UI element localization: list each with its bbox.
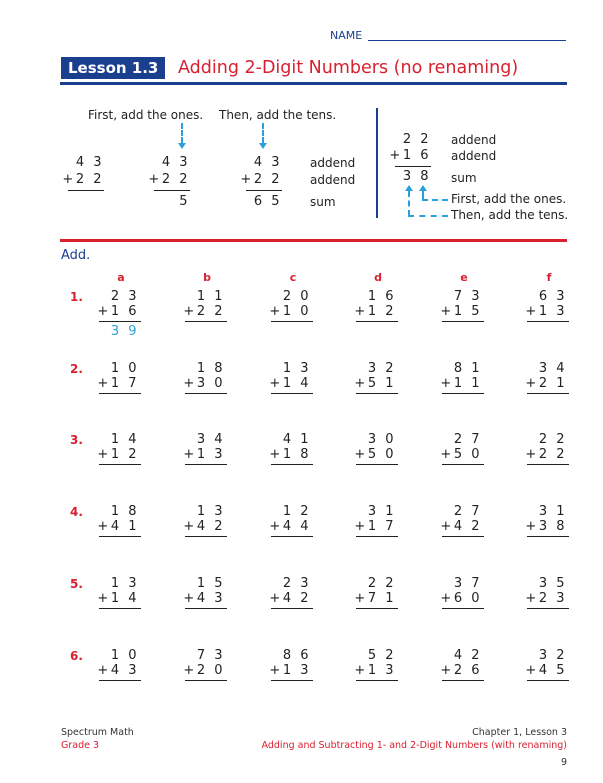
row-number: 5. bbox=[70, 577, 83, 591]
row-number: 6. bbox=[70, 649, 83, 663]
row-number: 1. bbox=[70, 290, 83, 304]
step1-top: 4 3 bbox=[75, 155, 104, 170]
problem-sum-line bbox=[442, 321, 484, 322]
problem bbox=[265, 432, 313, 465]
step2-bottom: +2 2 bbox=[148, 172, 190, 187]
problem-bottom-addend: +1 6 bbox=[97, 304, 139, 319]
problem-top-addend: 4 1 bbox=[282, 432, 311, 447]
arrow-right-ones-leg bbox=[422, 199, 448, 201]
problem-bottom-addend: +4 4 bbox=[269, 519, 311, 534]
problem bbox=[436, 576, 484, 609]
problem bbox=[93, 361, 141, 394]
problem-top-addend: 1 6 bbox=[367, 289, 396, 304]
example-divider bbox=[376, 108, 378, 218]
problem-bottom-addend: +1 4 bbox=[269, 376, 311, 391]
problem bbox=[179, 576, 227, 609]
step1-line bbox=[68, 190, 104, 191]
problem-sum-line bbox=[271, 608, 313, 609]
problem-sum-line bbox=[527, 536, 569, 537]
problem-sum-line bbox=[527, 680, 569, 681]
instruction-ones: First, add the ones. bbox=[88, 108, 204, 122]
problem-bottom-addend: +1 8 bbox=[269, 447, 311, 462]
problem bbox=[179, 432, 227, 465]
step3-line bbox=[246, 190, 282, 191]
problem-top-addend: 8 1 bbox=[453, 361, 482, 376]
problem-top-addend: 2 2 bbox=[367, 576, 396, 591]
add-instruction: Add. bbox=[61, 248, 91, 263]
problem-bottom-addend: +1 2 bbox=[97, 447, 139, 462]
problem-top-addend: 3 1 bbox=[538, 504, 567, 519]
problem-sum-line bbox=[356, 680, 398, 681]
column-letter-d: d bbox=[374, 271, 382, 284]
problem-top-addend: 1 3 bbox=[196, 504, 225, 519]
step2-result: 5 bbox=[179, 194, 190, 209]
footer-topic: Adding and Subtracting 1- and 2-Digit Numbers (with renaming) bbox=[261, 740, 567, 751]
step3-result: 6 5 bbox=[253, 194, 282, 209]
problem-bottom-addend: +2 0 bbox=[183, 663, 225, 678]
problem-top-addend: 3 0 bbox=[367, 432, 396, 447]
problem-bottom-addend: +4 3 bbox=[97, 663, 139, 678]
problem bbox=[93, 432, 141, 465]
problem bbox=[350, 289, 398, 322]
problem-bottom-addend: +1 1 bbox=[440, 376, 482, 391]
name-line bbox=[368, 40, 566, 41]
problem-top-addend: 4 2 bbox=[453, 648, 482, 663]
footer-book: Spectrum Math bbox=[61, 727, 134, 738]
problem bbox=[179, 504, 227, 537]
problem bbox=[265, 361, 313, 394]
problem-bottom-addend: +4 1 bbox=[97, 519, 139, 534]
row-number: 2. bbox=[70, 362, 83, 376]
problem-sum-line bbox=[527, 321, 569, 322]
problem-sum-line bbox=[442, 536, 484, 537]
problem-bottom-addend: +6 0 bbox=[440, 591, 482, 606]
problem bbox=[436, 361, 484, 394]
problem bbox=[436, 504, 484, 537]
problem bbox=[521, 289, 569, 322]
problem-bottom-addend: +4 2 bbox=[440, 519, 482, 534]
problem-bottom-addend: +2 3 bbox=[525, 591, 567, 606]
problem-bottom-addend: +1 3 bbox=[269, 663, 311, 678]
section-rule bbox=[60, 239, 567, 242]
problem-answer: 3 9 bbox=[110, 324, 139, 339]
problem bbox=[93, 576, 141, 609]
problem-sum-line bbox=[99, 321, 141, 322]
problem-top-addend: 3 2 bbox=[367, 361, 396, 376]
row-number: 4. bbox=[70, 505, 83, 519]
problem bbox=[436, 289, 484, 322]
problem-bottom-addend: +2 2 bbox=[525, 447, 567, 462]
arrow-tens-head bbox=[259, 143, 267, 149]
header-rule bbox=[60, 82, 567, 85]
arrow-tens-shaft bbox=[262, 123, 264, 143]
problem-bottom-addend: +4 2 bbox=[183, 519, 225, 534]
problem-top-addend: 2 7 bbox=[453, 504, 482, 519]
footer-chapter: Chapter 1, Lesson 3 bbox=[472, 727, 567, 738]
right-result: 3 8 bbox=[402, 169, 431, 184]
problem-top-addend: 1 8 bbox=[196, 361, 225, 376]
problem-bottom-addend: +1 7 bbox=[354, 519, 396, 534]
problem-sum-line bbox=[442, 680, 484, 681]
problem-sum-line bbox=[527, 393, 569, 394]
problem-top-addend: 3 1 bbox=[367, 504, 396, 519]
step3-top: 4 3 bbox=[253, 155, 282, 170]
problem-bottom-addend: +2 1 bbox=[525, 376, 567, 391]
problem bbox=[179, 289, 227, 322]
problem-top-addend: 7 3 bbox=[196, 648, 225, 663]
problem-sum-line bbox=[271, 321, 313, 322]
arrow-right-tens-leg bbox=[408, 215, 448, 217]
problem-top-addend: 1 0 bbox=[110, 648, 139, 663]
problem-top-addend: 2 0 bbox=[282, 289, 311, 304]
column-letter-f: f bbox=[546, 271, 552, 284]
row-number: 3. bbox=[70, 433, 83, 447]
problem-top-addend: 2 7 bbox=[453, 432, 482, 447]
problem-bottom-addend: +4 5 bbox=[525, 663, 567, 678]
problem bbox=[350, 504, 398, 537]
instruction-tens: Then, add the tens. bbox=[219, 108, 337, 122]
problem-sum-line bbox=[356, 608, 398, 609]
problem bbox=[93, 648, 141, 681]
problem-top-addend: 8 6 bbox=[282, 648, 311, 663]
problem bbox=[436, 648, 484, 681]
problem-sum-line bbox=[442, 608, 484, 609]
problem-sum-line bbox=[185, 393, 227, 394]
problem bbox=[521, 576, 569, 609]
right-note-tens: Then, add the tens. bbox=[451, 208, 569, 222]
problem-sum-line bbox=[527, 608, 569, 609]
problem-bottom-addend: +1 5 bbox=[440, 304, 482, 319]
problem bbox=[521, 432, 569, 465]
problem-sum-line bbox=[185, 608, 227, 609]
problem bbox=[521, 361, 569, 394]
label-addend-2: addend bbox=[310, 173, 356, 187]
problem-bottom-addend: +2 2 bbox=[183, 304, 225, 319]
problem-sum-line bbox=[271, 536, 313, 537]
column-letter-e: e bbox=[460, 271, 468, 284]
problem-sum-line bbox=[185, 464, 227, 465]
problem-top-addend: 1 3 bbox=[110, 576, 139, 591]
problem-sum-line bbox=[527, 464, 569, 465]
problem-top-addend: 6 3 bbox=[538, 289, 567, 304]
problem-bottom-addend: +3 0 bbox=[183, 376, 225, 391]
problem-bottom-addend: +4 2 bbox=[269, 591, 311, 606]
problem-bottom-addend: +4 3 bbox=[183, 591, 225, 606]
right-top: 2 2 bbox=[402, 132, 431, 147]
problem-sum-line bbox=[356, 393, 398, 394]
problem bbox=[350, 648, 398, 681]
problem-sum-line bbox=[442, 464, 484, 465]
problem bbox=[265, 576, 313, 609]
problem-bottom-addend: +1 3 bbox=[525, 304, 567, 319]
problem-top-addend: 1 8 bbox=[110, 504, 139, 519]
arrow-ones-head bbox=[178, 143, 186, 149]
lesson-title: Adding 2-Digit Numbers (no renaming) bbox=[178, 58, 519, 78]
problem bbox=[179, 648, 227, 681]
lesson-badge: Lesson 1.3 bbox=[61, 57, 165, 79]
column-letter-c: c bbox=[289, 271, 297, 284]
problem-bottom-addend: +5 0 bbox=[440, 447, 482, 462]
problem-top-addend: 2 2 bbox=[538, 432, 567, 447]
arrow-right-tens-shaft bbox=[408, 191, 410, 216]
problem-top-addend: 1 0 bbox=[110, 361, 139, 376]
problem-top-addend: 7 3 bbox=[453, 289, 482, 304]
right-label-addend-2: addend bbox=[451, 149, 497, 163]
problem-sum-line bbox=[99, 536, 141, 537]
step2-top: 4 3 bbox=[161, 155, 190, 170]
problem-top-addend: 1 1 bbox=[196, 289, 225, 304]
column-letter-b: b bbox=[203, 271, 211, 284]
arrow-ones-shaft bbox=[181, 123, 183, 143]
right-bottom: +1 6 bbox=[389, 148, 431, 163]
problem bbox=[350, 576, 398, 609]
problem bbox=[350, 361, 398, 394]
page-number: 9 bbox=[560, 757, 567, 768]
problem bbox=[265, 648, 313, 681]
problem-top-addend: 1 3 bbox=[282, 361, 311, 376]
right-label-sum: sum bbox=[451, 171, 477, 185]
problem-top-addend: 1 4 bbox=[110, 432, 139, 447]
label-addend-1: addend bbox=[310, 156, 356, 170]
problem-sum-line bbox=[356, 464, 398, 465]
problem bbox=[350, 432, 398, 465]
problem-bottom-addend: +1 4 bbox=[97, 591, 139, 606]
problem-bottom-addend: +5 0 bbox=[354, 447, 396, 462]
footer-grade: Grade 3 bbox=[61, 740, 100, 751]
right-note-ones: First, add the ones. bbox=[451, 192, 567, 206]
problem-sum-line bbox=[356, 321, 398, 322]
problem-top-addend: 5 2 bbox=[367, 648, 396, 663]
problem bbox=[265, 504, 313, 537]
problem bbox=[521, 504, 569, 537]
problem-top-addend: 1 5 bbox=[196, 576, 225, 591]
problem-bottom-addend: +3 8 bbox=[525, 519, 567, 534]
problem-bottom-addend: +1 2 bbox=[354, 304, 396, 319]
label-sum: sum bbox=[310, 195, 336, 209]
problem-top-addend: 3 5 bbox=[538, 576, 567, 591]
problem-sum-line bbox=[185, 321, 227, 322]
problem-sum-line bbox=[99, 393, 141, 394]
problem bbox=[436, 432, 484, 465]
problem-top-addend: 3 4 bbox=[196, 432, 225, 447]
problem-bottom-addend: +2 6 bbox=[440, 663, 482, 678]
name-label: NAME bbox=[330, 29, 363, 42]
problem-bottom-addend: +1 0 bbox=[269, 304, 311, 319]
problem-sum-line bbox=[185, 680, 227, 681]
problem-bottom-addend: +5 1 bbox=[354, 376, 396, 391]
problem-bottom-addend: +1 3 bbox=[354, 663, 396, 678]
problem-sum-line bbox=[271, 680, 313, 681]
step3-bottom: +2 2 bbox=[240, 172, 282, 187]
step1-bottom: +2 2 bbox=[62, 172, 104, 187]
problem-sum-line bbox=[271, 393, 313, 394]
problem-sum-line bbox=[442, 393, 484, 394]
problem-top-addend: 1 2 bbox=[282, 504, 311, 519]
problem-top-addend: 3 7 bbox=[453, 576, 482, 591]
problem-sum-line bbox=[99, 608, 141, 609]
problem-top-addend: 2 3 bbox=[282, 576, 311, 591]
problem-sum-line bbox=[99, 680, 141, 681]
problem bbox=[521, 648, 569, 681]
problem-sum-line bbox=[185, 536, 227, 537]
problem-bottom-addend: +7 1 bbox=[354, 591, 396, 606]
problem-bottom-addend: +1 3 bbox=[183, 447, 225, 462]
column-letter-a: a bbox=[117, 271, 125, 284]
step2-line bbox=[154, 190, 190, 191]
problem-sum-line bbox=[356, 536, 398, 537]
problem-top-addend: 3 4 bbox=[538, 361, 567, 376]
problem bbox=[93, 289, 141, 339]
problem-sum-line bbox=[99, 464, 141, 465]
problem bbox=[265, 289, 313, 322]
problem-top-addend: 3 2 bbox=[538, 648, 567, 663]
problem bbox=[93, 504, 141, 537]
right-label-addend-1: addend bbox=[451, 133, 497, 147]
right-line bbox=[395, 166, 431, 167]
problem-top-addend: 2 3 bbox=[110, 289, 139, 304]
problem-bottom-addend: +1 7 bbox=[97, 376, 139, 391]
problem bbox=[179, 361, 227, 394]
problem-sum-line bbox=[271, 464, 313, 465]
